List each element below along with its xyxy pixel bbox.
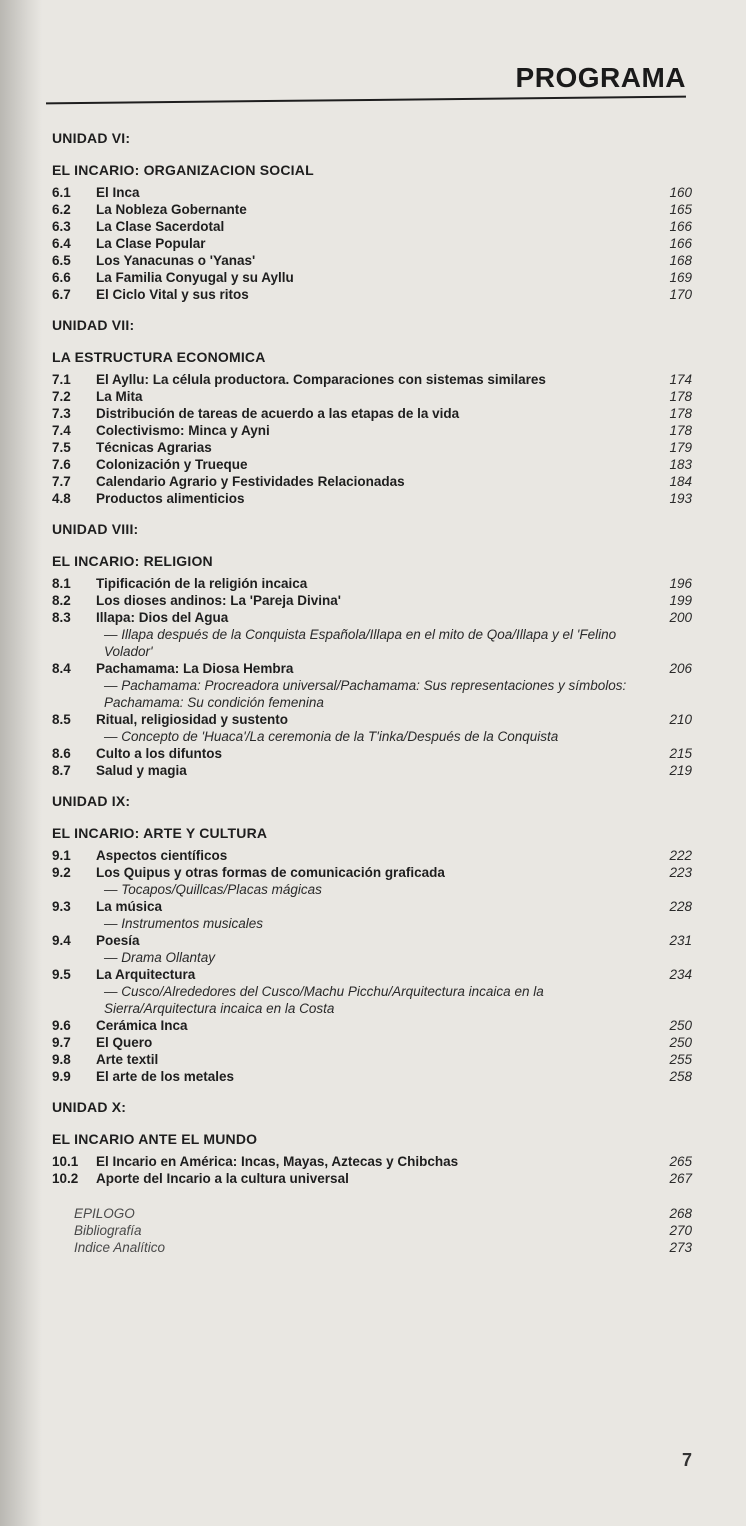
unit-label: UNIDAD IX:	[52, 793, 131, 809]
unit-title: EL INCARIO: RELIGION	[52, 553, 213, 569]
entry-page: 223	[669, 865, 692, 880]
toc-entry	[52, 490, 692, 507]
toc-entry	[52, 1170, 692, 1187]
entry-body	[96, 184, 632, 201]
entry-number: 4.8	[52, 491, 71, 506]
entry-body	[96, 218, 632, 235]
entry-number: 9.1	[52, 848, 71, 863]
entry-page: 258	[669, 1069, 692, 1084]
entry-page: 210	[669, 712, 692, 727]
entry-body	[96, 405, 632, 422]
entry-number: 6.1	[52, 185, 71, 200]
back-matter	[52, 1205, 692, 1256]
entry-number: 9.3	[52, 899, 71, 914]
entry-page: 200	[669, 610, 692, 625]
entry-title: Los Quipus y otras formas de comunicación graficada	[96, 865, 445, 880]
entry-subtopics: — Cusco/Alrededores del Cusco/Machu Picchu/Arquitectura incaica en la Sierra/Arquitectura incaica en la Costa	[104, 984, 544, 1016]
entry-number: 10.1	[52, 1154, 79, 1169]
unit-title: EL INCARIO: ARTE Y CULTURA	[52, 825, 268, 841]
entry-page: 183	[669, 457, 692, 472]
unit-title: EL INCARIO: ORGANIZACION SOCIAL	[52, 162, 314, 178]
entry-number: 9.2	[52, 865, 71, 880]
unit-label: UNIDAD VII:	[52, 317, 135, 333]
entry-subtopics: — Tocapos/Quillcas/Placas mágicas	[104, 882, 322, 897]
unit-title: EL INCARIO ANTE EL MUNDO	[52, 1131, 258, 1147]
entry-page: 166	[669, 236, 692, 251]
entry-number: 7.7	[52, 474, 71, 489]
entry-number: 6.3	[52, 219, 71, 234]
entry-title: La Mita	[96, 389, 143, 404]
entry-title: Los dioses andinos: La 'Pareja Divina'	[96, 593, 341, 608]
entry-title: Poesía	[96, 933, 140, 948]
toc-entry	[52, 932, 692, 966]
entry-number: 7.2	[52, 389, 71, 404]
toc-entry	[52, 864, 692, 898]
page-gutter-shadow	[0, 0, 42, 1526]
toc-unit	[52, 521, 692, 779]
entry-body	[96, 1051, 632, 1068]
entry-title: Los Yanacunas o 'Yanas'	[96, 253, 256, 268]
entry-title: Tipificación de la religión incaica	[96, 576, 308, 591]
toc-entry	[52, 660, 692, 711]
table-of-contents	[52, 130, 692, 1256]
entry-title: La Nobleza Gobernante	[96, 202, 247, 217]
entry-body	[96, 966, 632, 1017]
entry-title: Técnicas Agrarias	[96, 440, 212, 455]
entry-number: 9.9	[52, 1069, 71, 1084]
entry-number: 8.5	[52, 712, 71, 727]
entry-number: 9.4	[52, 933, 71, 948]
entry-number: 8.3	[52, 610, 71, 625]
entry-subtopics: — Concepto de 'Huaca'/La ceremonia de la T'inka/Después de la Conquista	[104, 729, 559, 744]
heading-rule	[46, 96, 686, 105]
entry-number: 8.7	[52, 763, 71, 778]
entry-body	[96, 371, 632, 388]
toc-entry	[52, 456, 692, 473]
entry-title: Distribución de tareas de acuerdo a las etapas de la vida	[96, 406, 460, 421]
toc-entry	[52, 201, 692, 218]
entry-body	[96, 201, 632, 218]
entry-number: 9.7	[52, 1035, 71, 1050]
entry-number: 7.4	[52, 423, 71, 438]
toc-entry	[52, 575, 692, 592]
back-matter-entry	[52, 1205, 692, 1222]
toc-entry	[52, 439, 692, 456]
entry-number: 6.7	[52, 287, 71, 302]
page-number: 7	[681, 1450, 692, 1470]
unit-label: UNIDAD X:	[52, 1099, 127, 1115]
entry-body	[96, 388, 632, 405]
entry-subtopics: — Drama Ollantay	[104, 950, 216, 965]
entry-title: La Arquitectura	[96, 967, 196, 982]
unit-label: UNIDAD VI:	[52, 130, 131, 146]
entry-body	[96, 252, 632, 269]
back-matter-page: 270	[669, 1223, 692, 1238]
entry-page: 215	[669, 746, 692, 761]
entry-body	[96, 269, 632, 286]
entry-title: Productos alimenticios	[96, 491, 245, 506]
entry-number: 9.6	[52, 1018, 71, 1033]
back-matter-entry	[52, 1239, 692, 1256]
entry-title: El arte de los metales	[96, 1069, 235, 1084]
entry-body	[96, 847, 632, 864]
entry-number: 10.2	[52, 1171, 79, 1186]
entry-body	[96, 575, 632, 592]
entry-body	[96, 609, 632, 660]
entry-body	[96, 864, 632, 898]
toc-unit	[52, 317, 692, 507]
back-matter-title: Bibliografía	[74, 1223, 142, 1238]
back-matter-title: EPILOGO	[74, 1206, 135, 1221]
entry-page: 165	[669, 202, 692, 217]
entry-body	[96, 473, 632, 490]
entry-page: 166	[669, 219, 692, 234]
toc-entry	[52, 473, 692, 490]
toc-entry	[52, 711, 692, 745]
entry-number: 8.6	[52, 746, 71, 761]
entry-page: 199	[669, 593, 692, 608]
entry-title: El Quero	[96, 1035, 153, 1050]
entry-body	[96, 762, 632, 779]
toc-entry	[52, 592, 692, 609]
toc-entry	[52, 422, 692, 439]
entry-page: 234	[669, 967, 692, 982]
entry-number: 8.4	[52, 661, 71, 676]
entry-title: La música	[96, 899, 163, 914]
toc-entry	[52, 235, 692, 252]
entry-body	[96, 286, 632, 303]
back-matter-title: Indice Analítico	[74, 1240, 166, 1255]
entry-number: 7.1	[52, 372, 71, 387]
entry-title: Cerámica Inca	[96, 1018, 188, 1033]
back-matter-page: 273	[669, 1240, 692, 1255]
entry-body	[96, 1017, 632, 1034]
toc-entry	[52, 218, 692, 235]
toc-entry	[52, 1034, 692, 1051]
entry-page: 178	[669, 406, 692, 421]
entry-page: 267	[669, 1171, 692, 1186]
entry-title: Salud y magia	[96, 763, 187, 778]
entry-title: Aspectos científicos	[96, 848, 228, 863]
back-matter-entry	[52, 1222, 692, 1239]
entry-number: 6.4	[52, 236, 71, 251]
entry-body	[96, 1170, 632, 1187]
entry-number: 6.5	[52, 253, 71, 268]
entry-subtopics: — Pachamama: Procreadora universal/Pachamama: Sus representaciones y símbolos: Pachamama: Su condición femenina	[104, 678, 627, 710]
entry-title: Illapa: Dios del Agua	[96, 610, 229, 625]
entry-page: 178	[669, 389, 692, 404]
entry-body	[96, 456, 632, 473]
toc-entry	[52, 1051, 692, 1068]
entry-number: 7.3	[52, 406, 71, 421]
entry-number: 8.1	[52, 576, 71, 591]
entry-number: 9.5	[52, 967, 71, 982]
entry-title: El Incario en América: Incas, Mayas, Aztecas y Chibchas	[96, 1154, 459, 1169]
toc-entry	[52, 847, 692, 864]
entry-title: Arte textil	[96, 1052, 159, 1067]
toc-unit	[52, 1099, 692, 1187]
entry-page: 178	[669, 423, 692, 438]
entry-body	[96, 490, 632, 507]
toc-entry	[52, 966, 692, 1017]
entry-body	[96, 711, 632, 745]
toc-entry	[52, 269, 692, 286]
entry-title: Ritual, religiosidad y sustento	[96, 712, 289, 727]
back-matter-page: 268	[669, 1206, 692, 1221]
toc-unit	[52, 793, 692, 1085]
entry-subtopics: — Instrumentos musicales	[104, 916, 264, 931]
entry-title: Pachamama: La Diosa Hembra	[96, 661, 294, 676]
entry-body	[96, 1068, 632, 1085]
toc-entry	[52, 1017, 692, 1034]
toc-entry	[52, 405, 692, 422]
entry-title: Colectivismo: Minca y Ayni	[96, 423, 270, 438]
entry-page: 265	[669, 1154, 692, 1169]
entry-title: La Clase Popular	[96, 236, 206, 251]
entry-title: El Ciclo Vital y sus ritos	[96, 287, 249, 302]
entry-title: El Inca	[96, 185, 140, 200]
entry-number: 7.5	[52, 440, 71, 455]
entry-page: 228	[669, 899, 692, 914]
entry-page: 231	[669, 933, 692, 948]
entry-body	[96, 1153, 632, 1170]
entry-page: 179	[669, 440, 692, 455]
entry-page: 250	[669, 1035, 692, 1050]
toc-entry	[52, 1068, 692, 1085]
toc-entry	[52, 1153, 692, 1170]
toc-entry	[52, 609, 692, 660]
entry-title: El Ayllu: La célula productora. Comparaciones con sistemas similares	[96, 372, 546, 387]
entry-body	[96, 745, 632, 762]
entry-body	[96, 898, 632, 932]
entry-page: 169	[669, 270, 692, 285]
entry-page: 174	[669, 372, 692, 387]
entry-title: Aporte del Incario a la cultura universal	[96, 1171, 349, 1186]
entry-page: 160	[669, 185, 692, 200]
entry-page: 222	[669, 848, 692, 863]
entry-page: 168	[669, 253, 692, 268]
entry-body	[96, 1034, 632, 1051]
toc-entry	[52, 371, 692, 388]
entry-number: 6.6	[52, 270, 71, 285]
entry-page: 170	[669, 287, 692, 302]
entry-page: 184	[669, 474, 692, 489]
toc-entry	[52, 388, 692, 405]
entry-page: 255	[669, 1052, 692, 1067]
entry-page: 196	[669, 576, 692, 591]
toc-entry	[52, 745, 692, 762]
toc-entry	[52, 184, 692, 201]
entry-title: La Familia Conyugal y su Ayllu	[96, 270, 294, 285]
entry-body	[96, 235, 632, 252]
entry-page: 219	[669, 763, 692, 778]
entry-title: Culto a los difuntos	[96, 746, 222, 761]
entry-title: La Clase Sacerdotal	[96, 219, 225, 234]
entry-number: 9.8	[52, 1052, 71, 1067]
toc-entry	[52, 898, 692, 932]
entry-page: 206	[669, 661, 692, 676]
entry-page: 193	[669, 491, 692, 506]
entry-body	[96, 439, 632, 456]
entry-subtopics: — Illapa después de la Conquista Española/Illapa en el mito de Qoa/Illapa y el 'Felino Volador'	[104, 627, 617, 659]
unit-label: UNIDAD VIII:	[52, 521, 139, 537]
unit-title: LA ESTRUCTURA ECONOMICA	[52, 349, 266, 365]
toc-entry	[52, 762, 692, 779]
toc-entry	[52, 286, 692, 303]
entry-page: 250	[669, 1018, 692, 1033]
toc-unit	[52, 130, 692, 303]
entry-body	[96, 592, 632, 609]
page-heading: PROGRAMA	[515, 62, 686, 93]
entry-body	[96, 422, 632, 439]
entry-number: 7.6	[52, 457, 71, 472]
entry-number: 8.2	[52, 593, 71, 608]
entry-title: Colonización y Trueque	[96, 457, 248, 472]
entry-body	[96, 660, 632, 711]
entry-body	[96, 932, 632, 966]
toc-entry	[52, 252, 692, 269]
entry-title: Calendario Agrario y Festividades Relacionadas	[96, 474, 405, 489]
entry-number: 6.2	[52, 202, 71, 217]
